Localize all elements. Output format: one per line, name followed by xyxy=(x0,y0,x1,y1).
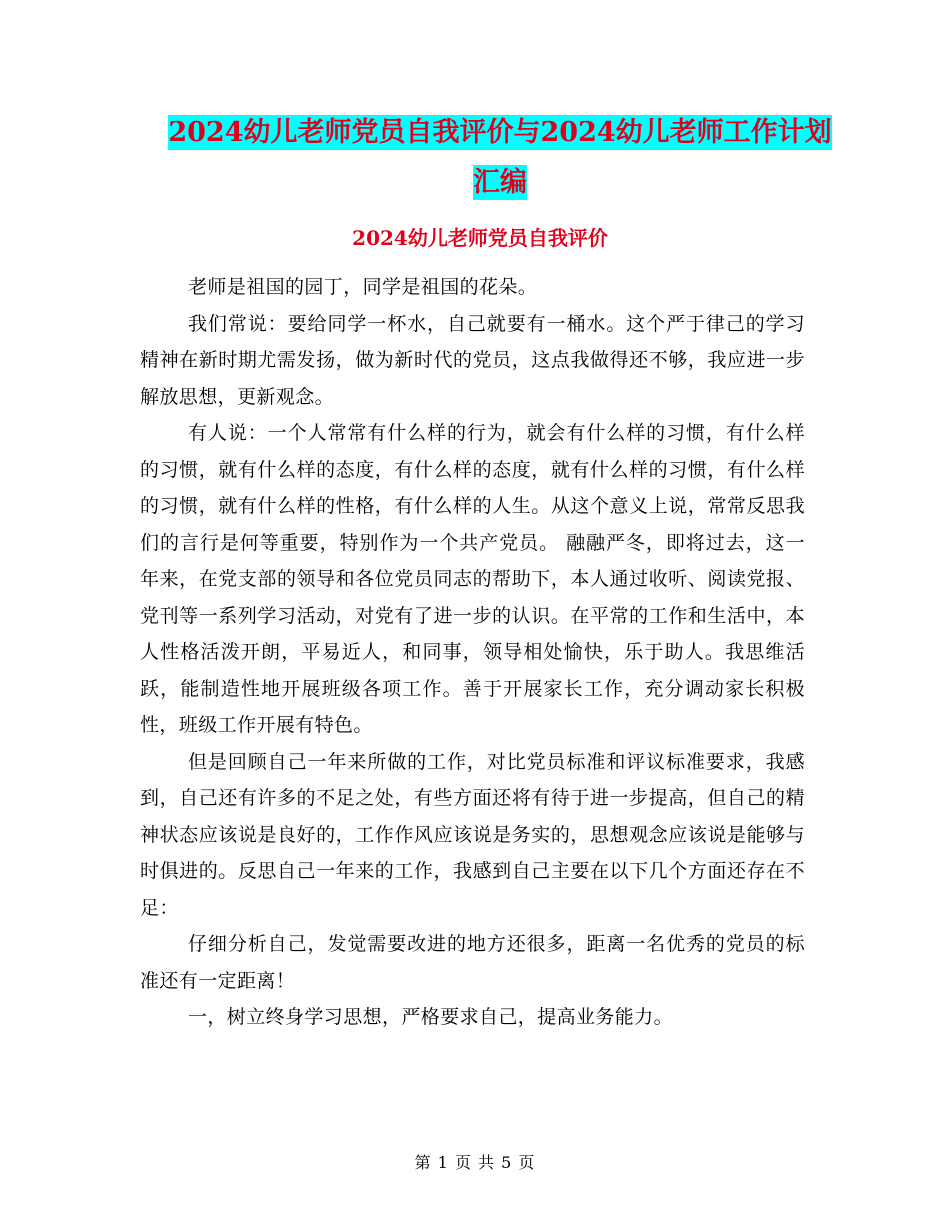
document-title-line-1: 2024幼儿老师党员自我评价与2024幼儿老师工作计划 xyxy=(168,117,832,148)
document-title xyxy=(140,108,860,208)
page-footer: 第 1 页 共 5 页 xyxy=(414,1153,536,1172)
paragraph-6: 一，树立终身学习思想，严格要求自己，提高业务能力。 xyxy=(188,1006,674,1028)
paragraph-2: 我们常说：要给同学一杯水，自己就要有一桶水。这个严于律己的学习精神在新时期尤需发扬，做为新时代的党员，这点我做得还不够，我应进一步解放思想，更新观念。 xyxy=(140,312,805,408)
document-body xyxy=(140,269,805,1036)
paragraph-1: 老师是祖国的园丁，同学是祖国的花朵。 xyxy=(188,276,538,298)
paragraph-5: 仔细分析自己，发觉需要改进的地方还很多，距离一名优秀的党员的标准还有一定距离！ xyxy=(140,933,805,992)
document-title-line-2: 汇编 xyxy=(473,167,527,198)
paragraph-3: 有人说：一个人常常有什么样的行为，就会有什么样的习惯，有什么样的习惯，就有什么样的态度，有什么样的态度，就有什么样的习惯，有什么样的习惯，就有什么样的性格，有什么样的人生。从这个意义上说，常常反思我们的言行是何等重要，特别作为一个共产党员。 融融严冬，即将过去，这一年来，在党支部的领导和各位党员同志的帮助下，本人通过收听、阅读党报、党刊等一系列学习活动，对党有了进一步的认识。在平常的工作和生活中，本人性格活泼开朗，平易近人，和同事，领导相处愉快，乐于助人。我思维活跃，能制造性地开展班级各项工作。善于开展家长工作，充分调动家长积极性，班级工作开展有特色。 xyxy=(140,422,805,736)
paragraph-4: 但是回顾自己一年来所做的工作，对比党员标准和评议标准要求，我感到，自己还有许多的不足之处，有些方面还将有待于进一步提高，但自己的精神状态应该说是良好的，工作作风应该说是务实的，思想观念应该说是能够与时俱进的。反思自己一年来的工作，我感到自己主要在以下几个方面还存在不足： xyxy=(140,750,805,919)
section-title: 2024幼儿老师党员自我评价 xyxy=(352,226,608,250)
